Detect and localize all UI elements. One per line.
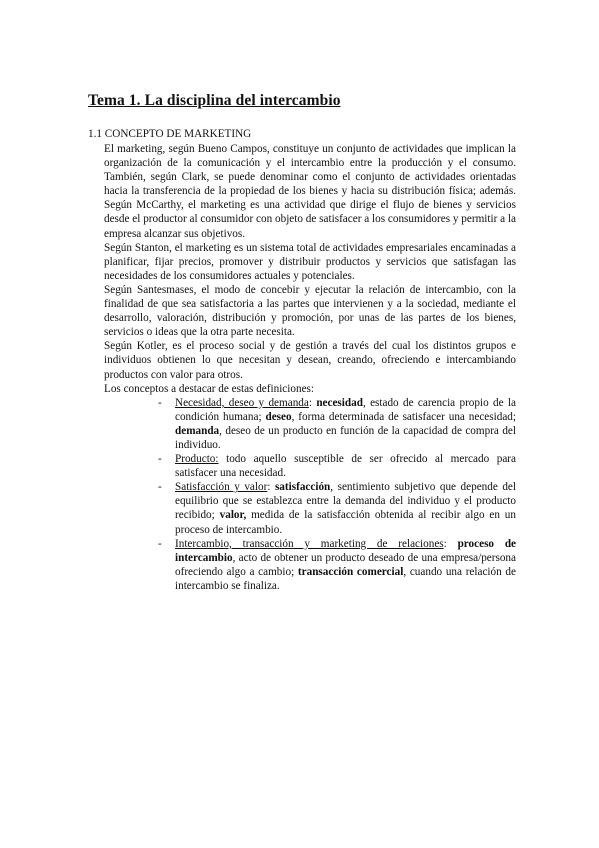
concept-keyword: necesidad xyxy=(316,396,363,409)
list-item: - Necesidad, deseo y demanda: necesidad, estado de carencia propio de la condición humana; deseo, forma determinada de satisfacer una necesidad; demanda, deseo de un producto en función de la capacidad de compra del individuo. xyxy=(158,396,516,451)
concept-keyword: deseo xyxy=(265,410,292,423)
concept-keyword: valor, xyxy=(219,509,247,522)
concept-keyword: demanda xyxy=(175,424,220,437)
page-title: Tema 1. La disciplina del intercambio xyxy=(88,92,341,109)
concept-list xyxy=(158,396,517,593)
concept-term: Necesidad, deseo y demanda xyxy=(175,396,309,409)
concept-keyword: transacción comercial xyxy=(297,565,404,578)
section-body xyxy=(104,142,516,593)
bullet-dash: - xyxy=(158,537,162,550)
paragraph-definition-stanton: Según Stanton, el marketing es un sistema total de actividades empresariales encaminadas a planificar, fijar precios, promover y distribuir productos y servicios que satisfagan las necesidades de los consumidores actuales y potenciales. xyxy=(104,241,516,282)
paragraph-definition-kotler: Según Kotler, es el proceso social y de gestión a través del cual los distintos grupos e individuos obtienen lo que necesitan y desean, creando, ofreciendo e intercambiando productos con valor para otros. xyxy=(104,340,516,381)
bullet-dash: - xyxy=(158,453,162,466)
paragraph-concepts-intro: Los conceptos a destacar de estas definiciones: xyxy=(104,382,314,395)
paragraph-definition-santesmases: Según Santesmases, el modo de concebir y ejecutar la relación de intercambio, con la finalidad de que sea satisfactoria a las partes que intervienen y a la sociedad, mediante el desarrollo, valoración, distribución y promoción, por unas de las partes de los bienes, servicios o ideas que la otra parte necesita. xyxy=(104,283,516,339)
concept-term: Producto: xyxy=(175,453,219,466)
bullet-dash: - xyxy=(158,396,162,409)
list-item: - Producto: todo aquello susceptible de ser ofrecido al mercado para satisfacer una necesidad. xyxy=(158,453,517,480)
concept-keyword: satisfacción xyxy=(274,481,331,494)
list-item: - Intercambio, transacción y marketing de relaciones: proceso de intercambio, acto de obtener un producto deseado de una empresa/persona ofreciendo algo a cambio; transacción comercial, cuando una relación de intercambio se finaliza. xyxy=(158,537,517,592)
list-item: - Satisfacción y valor: satisfacción, sentimiento subjetivo que depende del equilibrio que se establezca entre la demanda del individuo y el producto recibido; valor, medida de la satisfacción obtenida al recibir algo en un proceso de intercambio. xyxy=(158,481,517,536)
bullet-dash: - xyxy=(158,481,162,494)
paragraph-definitions-bueno-clark-mccarthy: El marketing, según Bueno Campos, constituye un conjunto de actividades que implican la organización de la comunicación y el intercambio entre la producción y el consumo. También, según Clark, se puede denominar como el conjunto de actividades orientadas hacia la transferencia de la propiedad de los bienes y hacia su distribución física; además. Según McCarthy, el marketing es una actividad que dirige el flujo de bienes y servicios desde el productor al consumidor con objeto de satisfacer a los consumidores y permitir a la empresa alcanzar sus objetivos. xyxy=(104,143,516,240)
section-heading: 1.1 CONCEPTO DE MARKETING xyxy=(88,128,252,140)
concept-term: Satisfacción y valor xyxy=(175,481,268,494)
concept-term: Intercambio, transacción y marketing de relaciones xyxy=(175,537,444,550)
concept-keyword: proceso de intercambio xyxy=(175,537,517,564)
